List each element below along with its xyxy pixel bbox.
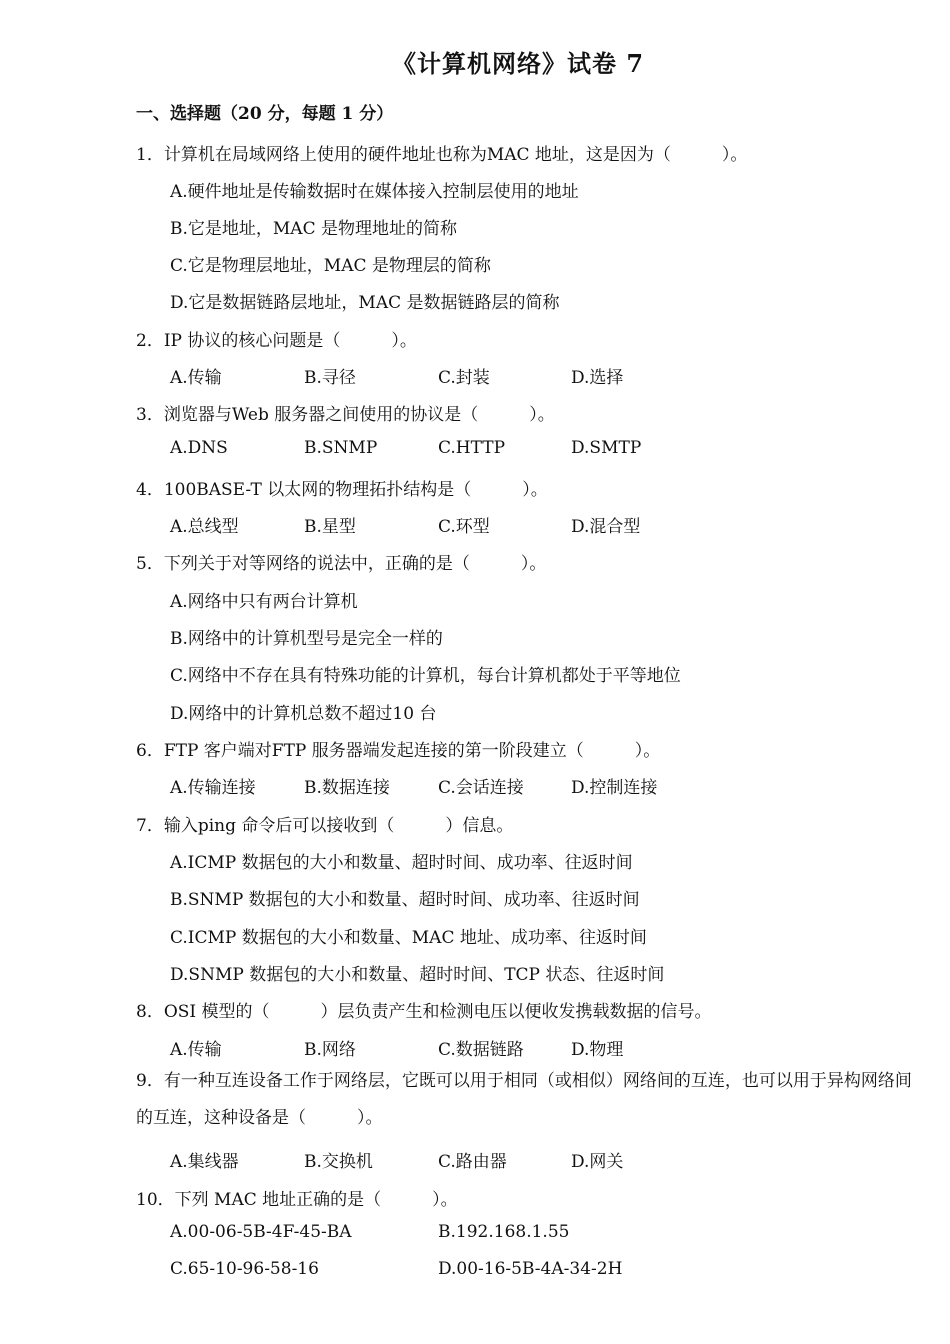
option-5a: A.网络中只有两台计算机 (170, 592, 358, 612)
question-1: 1．计算机在局域网络上使用的硬件地址也称为MAC 地址，这是因为（ ）。 (136, 145, 748, 165)
option-6a: A.传输连接 (170, 778, 256, 798)
question-6: 6．FTP 客户端对FTP 服务器端发起连接的第一阶段建立（ ）。 (136, 741, 661, 761)
option-2b: B.寻径 (304, 368, 356, 388)
option-1b: B.它是地址，MAC 是物理地址的简称 (170, 219, 457, 239)
option-9d: D.网关 (571, 1152, 624, 1172)
option-6b: B.数据连接 (304, 778, 390, 798)
option-9b: B.交换机 (304, 1152, 373, 1172)
question-7: 7．输入ping 命令后可以接收到（ ）信息。 (136, 816, 514, 836)
question-5: 5．下列关于对等网络的说法中，正确的是（ ）。 (136, 554, 547, 574)
option-6c: C.会话连接 (438, 778, 524, 798)
option-5d: D.网络中的计算机总数不超过10 台 (170, 704, 437, 724)
question-2: 2．IP 协议的核心问题是（ ）。 (136, 331, 417, 351)
option-2c: C.封装 (438, 368, 490, 388)
question-4: 4．100BASE-T 以太网的物理拓扑结构是（ ）。 (136, 480, 548, 500)
option-8d: D.物理 (571, 1040, 624, 1060)
option-5c: C.网络中不存在具有特殊功能的计算机，每台计算机都处于平等地位 (170, 666, 681, 686)
option-3c: C.HTTP (438, 438, 506, 458)
option-3d: D.SMTP (571, 438, 642, 458)
option-7b: B.SNMP 数据包的大小和数量、超时时间、成功率、往返时间 (170, 890, 640, 910)
option-2a: A.传输 (170, 368, 222, 388)
option-3a: A.DNS (170, 438, 228, 458)
option-7d: D.SNMP 数据包的大小和数量、超时时间、TCP 状态、往返时间 (170, 965, 665, 985)
question-3: 3．浏览器与Web 服务器之间使用的协议是（ ）。 (136, 405, 555, 425)
option-4d: D.混合型 (571, 517, 641, 537)
option-9a: A.集线器 (170, 1152, 239, 1172)
section-heading: 一、选择题（20 分，每题 1 分） (136, 104, 394, 124)
option-8a: A.传输 (170, 1040, 222, 1060)
option-4c: C.环型 (438, 517, 490, 537)
question-9: 9．有一种互连设备工作于网络层，它既可以用于相同（或相似）网络间的互连，也可以用于异构网络间的互连，这种设备是（ ）。 (136, 1071, 912, 1128)
option-1a: A.硬件地址是传输数据时在媒体接入控制层使用的地址 (170, 182, 579, 202)
option-1c: C.它是物理层地址，MAC 是物理层的简称 (170, 256, 491, 276)
option-6d: D.控制连接 (571, 778, 658, 798)
option-4a: A.总线型 (170, 517, 239, 537)
exam-title: 《计算机网络》试卷 7 (391, 49, 645, 78)
question-8: 8．OSI 模型的（ ）层负责产生和检测电压以便收发携载数据的信号。 (136, 1002, 712, 1022)
option-1d: D.它是数据链路层地址，MAC 是数据链路层的简称 (170, 293, 560, 313)
option-2d: D.选择 (571, 368, 624, 388)
option-4b: B.星型 (304, 517, 356, 537)
option-10a: A.00-06-5B-4F-45-BA (170, 1222, 352, 1242)
option-10c: C.65-10-96-58-16 (170, 1259, 319, 1279)
option-10d: D.00-16-5B-4A-34-2H (438, 1259, 623, 1279)
option-7c: C.ICMP 数据包的大小和数量、MAC 地址、成功率、往返时间 (170, 928, 647, 948)
option-7a: A.ICMP 数据包的大小和数量、超时时间、成功率、往返时间 (170, 853, 633, 873)
option-9c: C.路由器 (438, 1152, 507, 1172)
question-10: 10．下列 MAC 地址正确的是（ ）。 (136, 1190, 458, 1210)
option-3b: B.SNMP (304, 438, 378, 458)
option-8b: B.网络 (304, 1040, 356, 1060)
option-5b: B.网络中的计算机型号是完全一样的 (170, 629, 443, 649)
option-10b: B.192.168.1.55 (438, 1222, 570, 1242)
option-8c: C.数据链路 (438, 1040, 524, 1060)
